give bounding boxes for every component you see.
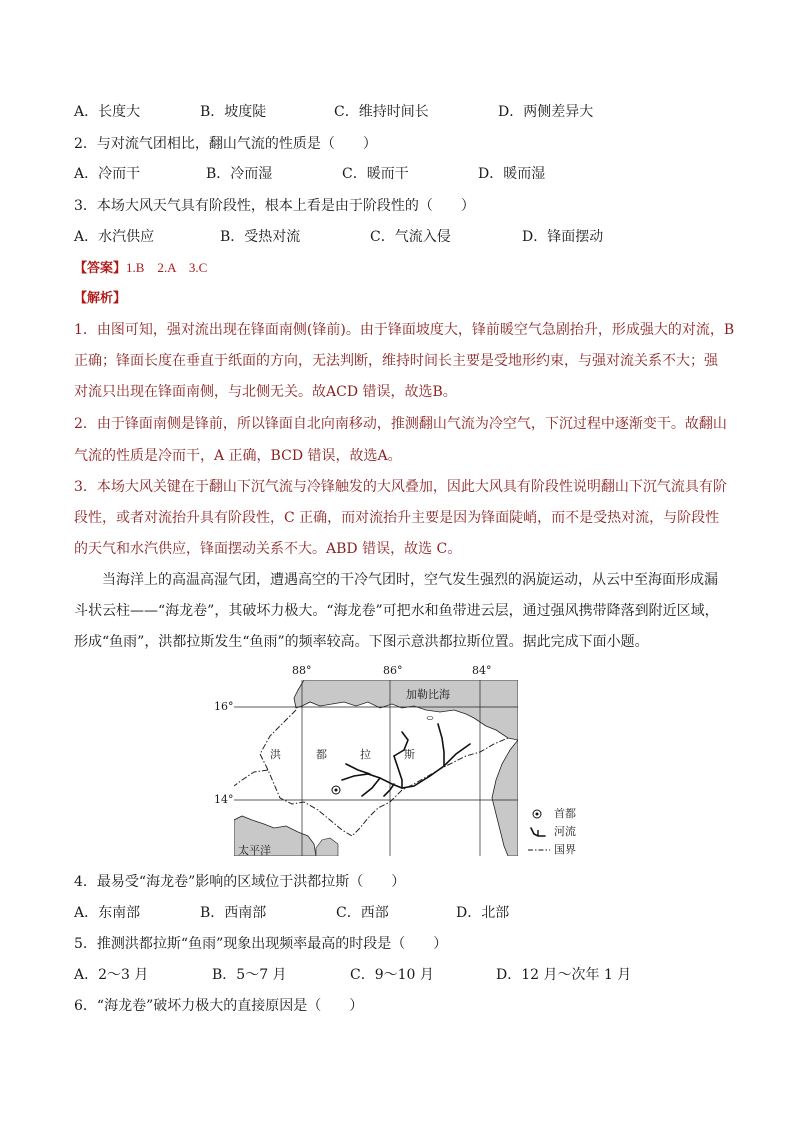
q1-option-a[interactable]: A．长度大 [74,104,141,120]
q3-stem: 3．本场大风天气具有阶段性，根本上看是由于阶段性的（ ） [74,198,475,214]
capital-icon [528,806,548,822]
q5-option-c[interactable]: C．9～10 月 [350,967,434,983]
q3-option-b[interactable]: B．受热对流 [220,229,301,245]
q5-stem: 5．推测洪都拉斯“鱼雨”现象出现频率最高的时段是（ ） [74,936,448,952]
q2-stem: 2．与对流气团相比，翻山气流的性质是（ ） [74,136,377,152]
map-legend [528,806,598,860]
q5-option-d[interactable]: D．12 月～次年 1 月 [496,967,632,983]
analysis-line: 的天气和水汽供应，锋面摆动关系不大。ABD 错误，故选 C。 [74,541,462,557]
q5-option-a[interactable]: A．2～3 月 [74,967,149,983]
q4-stem: 4．最易受“海龙卷”影响的区域位于洪都拉斯（ ） [74,874,406,890]
analysis-line: 2．由于锋面南侧是锋前，所以锋面自北向南移动，推测翻山气流为冷空气，下沉过程中逐渐变干。故翻山 [74,416,727,432]
analysis-line: 正确；锋面长度在垂直于纸面的方向，无法判断，维持时间长主要是受地形约束，与强对流关系不大；强 [74,353,718,369]
q4-option-c[interactable]: C．西部 [336,905,389,921]
sea-label-pacific: 太平洋 [238,844,271,857]
q4-option-b[interactable]: B．西南部 [200,905,267,921]
q1-option-d[interactable]: D．两侧差异大 [498,104,594,120]
lat-label: 14° [214,793,234,806]
q4-option-a[interactable]: A．东南部 [74,905,141,921]
analysis-line: 1．由图可知，强对流出现在锋面南侧(锋前)。由于锋面坡度大，锋前暖空气急剧抬升，形成强大的对流，B [74,322,735,338]
legend-border-label: 国界 [554,843,576,856]
analysis-tag: 【解析】 [74,291,127,306]
analysis-line: 段性，或者对流抬升具有阶段性，C 正确，而对流抬升主要是因为锋面陡峭，而不是受热对流，与阶段性 [74,510,720,526]
answer-value: 1.B 2.A 3.C [126,260,208,275]
q6-stem: 6．“海龙卷”破坏力极大的直接原因是（ ） [74,998,364,1014]
passage-line: 当海洋上的高温高湿气团，遭遇高空的干冷气团时，空气发生强烈的涡旋运动，从云中至海面形成漏 [102,572,718,588]
analysis-line: 对流只出现在锋面南侧，与北侧无关。故ACD 错误，故选B。 [74,384,457,400]
answer-tag: 【答案】 [74,261,127,276]
legend-river-label: 河流 [554,825,576,838]
analysis-line: 3．本场大风关键在于翻山下沉气流与冷锋触发的大风叠加，因此大风具有阶段性说明翻山下沉气流具有阶 [74,479,727,495]
legend-capital [528,806,576,822]
lon-label: 84° [472,664,492,677]
q5-option-b[interactable]: B．5～7 月 [212,967,287,983]
map-graphic [234,680,518,856]
answer-line [74,258,207,279]
q2-option-a[interactable]: A．冷而干 [74,166,141,182]
border-line-icon [528,842,550,858]
q3-option-d[interactable]: D．锋面摆动 [522,229,604,245]
q3-option-a[interactable]: A．水汽供应 [74,229,155,245]
q2-option-c[interactable]: C．暖而干 [342,166,409,182]
q2-option-d[interactable]: D．暖而湿 [478,166,546,182]
q2-option-b[interactable]: B．冷而湿 [206,166,273,182]
lat-label: 16° [214,700,234,713]
lon-label: 88° [292,664,312,677]
q1-option-c[interactable]: C．维持时间长 [334,104,429,120]
analysis-line: 气流的性质是冷而干，A 正确，BCD 错误，故选A。 [74,448,402,464]
q1-option-b[interactable]: B．坡度陡 [200,104,267,120]
q4-option-d[interactable]: D．北部 [456,905,510,921]
sea-label-caribbean: 加勒比海 [406,688,450,701]
passage-line: 斗状云柱——“海龙卷”，其破坏力极大。“海龙卷”可把水和鱼带进云层，通过强风携带降落到附近区域， [74,603,719,619]
legend-capital-label: 首都 [554,807,576,820]
country-char: 洪 [270,748,281,761]
passage-line: 形成“鱼雨”，洪都拉斯发生“鱼雨”的频率较高。下图示意洪都拉斯位置。据此完成下面小题。 [74,634,649,650]
lon-label: 86° [383,664,403,677]
river-icon [528,824,548,840]
legend-border [528,842,576,858]
country-char: 拉 [360,748,371,761]
legend-river [528,824,576,840]
country-char: 斯 [404,748,415,761]
honduras-map [234,680,518,856]
country-char: 都 [316,748,327,761]
q3-option-c[interactable]: C．气流入侵 [370,229,451,245]
